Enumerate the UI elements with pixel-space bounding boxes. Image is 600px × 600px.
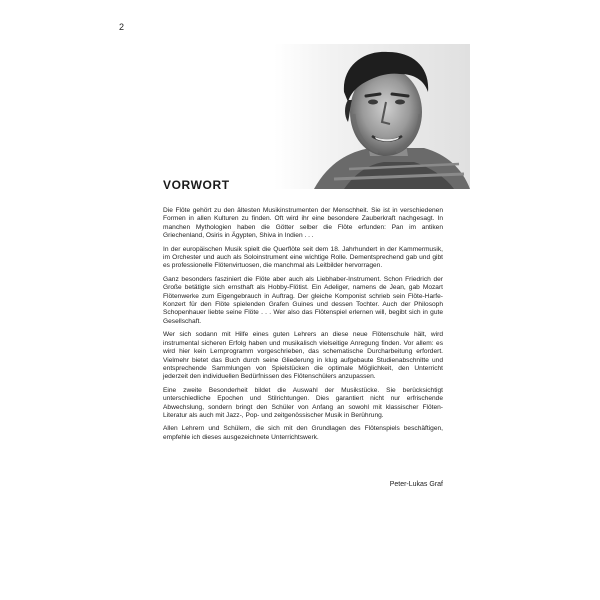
paragraph: In der europäischen Musik spielt die Querflöte seit dem 18. Jahrhundert in der Kammermusik, im Orchester und auch als Soloinstrument eine wichtige Rolle. Dementsprechend gab und gibt es professionelle Flötenvirtuosen, die manchmal als Leitbilder hervorragen.: [163, 245, 443, 270]
paragraph: Allen Lehrern und Schülern, die sich mit den Grundlagen des Flötenspiels beschäftigen, empfehle ich dieses ausgezeichnete Unterrichtswerk.: [163, 425, 443, 441]
section-heading: VORWORT: [163, 178, 230, 192]
author-signature: Peter-Lukas Graf: [389, 481, 443, 488]
page-number: 2: [119, 22, 125, 32]
paragraph: Die Flöte gehört zu den ältesten Musikinstrumenten der Menschheit. Sie ist in verschiedenen Formen in allen Kulturen zu finden. Oft wird ihr eine besondere Zauberkraft nachgesagt. In manchen Mythologien haben die Götter selber die Flöte erfunden: Pan im antiken Griechenland, Osiris in Ägypten, Shiva in Indien . . .: [163, 207, 443, 240]
paragraph: Eine zweite Besonderheit bildet die Auswahl der Musikstücke. Sie berücksichtigt unterschiedliche Epochen und Stilrichtungen. Dies garantiert nicht nur erfrischende Abwechslung, sondern bringt den Schüler von Anfang an sowohl mit klassischer Flöten-Literatur als auch mit Jazz-, Pop- und zeitgenössischer Musik in Berührung.: [163, 386, 443, 419]
paragraph: Ganz besonders fasziniert die Flöte aber auch als Liebhaber-Instrument. Schon Friedrich der Große betätigte sich ernsthaft als Hobby-Flötist. Ein Adeliger, namens de Jean, gab Mozart Flötenwerke zum Eigengebrauch in Auftrag. Der gleiche Komponist schrieb sein Flöte-Harfe-Konzert für den Flöte spielenden Grafen Guines und dessen Tochter. Auch der Philosoph Schopenhauer liebte seine Flöte . . . Wer also das Flötenspiel erlernen will, begibt sich in gute Gesellschaft.: [163, 275, 443, 325]
portrait-photo: [274, 44, 470, 189]
paragraph: Wer sich sodann mit Hilfe eines guten Lehrers an diese neue Flötenschule hält, wird instrumental sicheren Erfolg haben und musikalisch vielseitige Anregung finden. Vor allem: es wird hier kein Lernprogramm vorgeschrieben, das schematische Durcharbeitung erfordert. Vielmehr bietet das Buch durch seine Gliederung in klug aufgebaute Studienabschnitte und entsprechende Sammlungen von Spielstücken die optimale Möglichkeit, den Unterricht jederzeit den individuellen Bedürfnissen des Flötenschülers anzupassen.: [163, 331, 443, 381]
preface-body: [163, 207, 443, 447]
